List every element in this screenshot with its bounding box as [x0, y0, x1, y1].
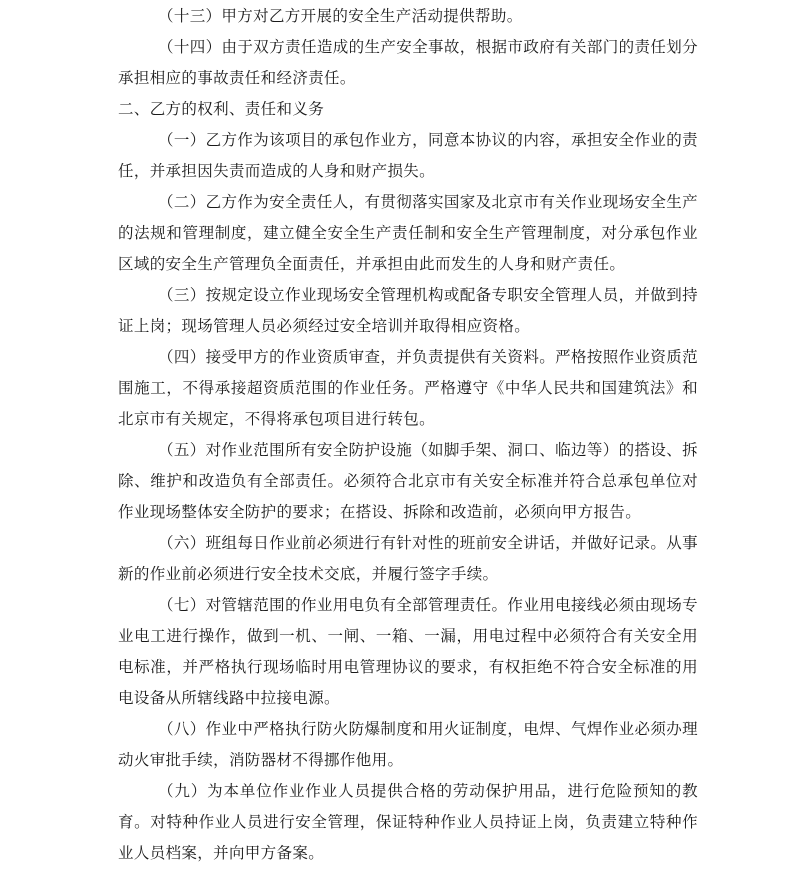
clause-b-4: （四）接受甲方的作业资质审查，并负责提供有关资料。严格按照作业资质范围施工，不得承接超资质范围的作业任务。严格遵守《中华人民共和国建筑法》和北京市有关规定，不得将承包项目进行转包。: [118, 348, 698, 428]
clause-b-7: （七）对管辖范围的作业用电负有全部管理责任。作业用电接线必须由现场专业电工进行操作，做到一机、一闸、一箱、一漏，用电过程中必须符合有关安全用电标准，并严格执行现场临时用电管理协议的要求，有权拒绝不符合安全标准的用电设备从所辖线路中拉接电源。: [118, 596, 698, 707]
document-body: [118, 1, 698, 869]
clause-b-6: （六）班组每日作业前必须进行有针对性的班前安全讲话，并做好记录。从事新的作业前必须进行安全技术交底，并履行签字手续。: [118, 534, 698, 583]
clause-b-1: （一）乙方作为该项目的承包作业方，同意本协议的内容，承担安全作业的责任，并承担因失责而造成的人身和财产损失。: [118, 131, 698, 180]
clause-b-8: （八）作业中严格执行防火防爆制度和用火证制度，电焊、气焊作业必须办理动火审批手续，消防器材不得挪作他用。: [118, 720, 698, 769]
clause-14: （十四）由于双方责任造成的生产安全事故，根据市政府有关部门的责任划分承担相应的事故责任和经济责任。: [118, 38, 698, 87]
clause-b-5: （五）对作业范围所有安全防护设施（如脚手架、洞口、临边等）的搭设、拆除、维护和改造负有全部责任。必须符合北京市有关安全标准并符合总承包单位对作业现场整体安全防护的要求；在搭设、拆除和改造前，必须向甲方报告。: [118, 441, 698, 521]
clause-b-2: （二）乙方作为安全责任人，有贯彻落实国家及北京市有关作业现场安全生产的法规和管理制度，建立健全安全生产责任制和安全生产管理制度，对分承包作业区域的安全生产管理负全面责任，并承担由此而发生的人身和财产责任。: [118, 193, 698, 273]
section-heading-party-b: 二、乙方的权利、责任和义务: [118, 100, 325, 118]
clause-13: （十三）甲方对乙方开展的安全生产活动提供帮助。: [158, 7, 523, 25]
clause-b-9: （九）为本单位作业作业人员提供合格的劳动保护用品，进行危险预知的教育。对特种作业人员进行安全管理，保证特种作业人员持证上岗，负责建立特种作业人员档案，并向甲方备案。: [118, 782, 698, 862]
clause-b-3: （三）按规定设立作业现场安全管理机构或配备专职安全管理人员，并做到持证上岗；现场管理人员必须经过安全培训并取得相应资格。: [118, 286, 698, 335]
